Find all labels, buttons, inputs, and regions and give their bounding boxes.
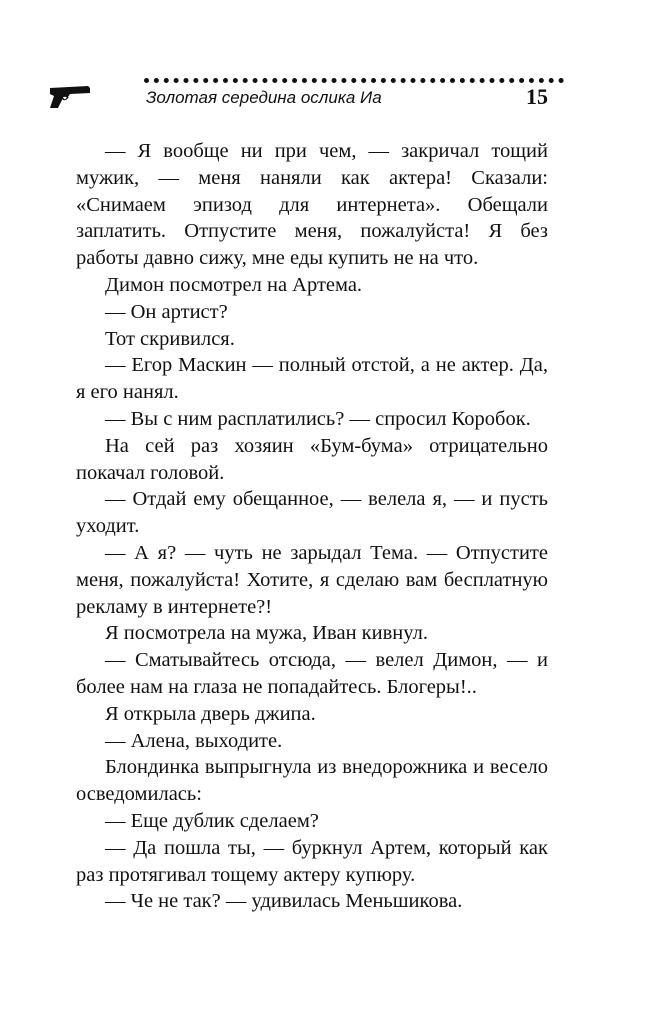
header-dotted-rule: [144, 78, 564, 83]
paragraph: Тот скривился.: [105, 327, 235, 350]
paragraph: Димон посмотрел на Артема.: [105, 273, 363, 296]
paragraph: — Да пошла ты, — буркнул Артем, который как раз протягивал тощему актеру купюру.: [76, 836, 548, 886]
paragraph: — Егор Маскин — полный отстой, а не актер. Да, я его нанял.: [76, 354, 548, 404]
body-text: [76, 138, 548, 915]
pistol-icon: [48, 84, 92, 110]
paragraph: — Отдай ему обещанное, — велела я, — и пусть уходит.: [76, 488, 548, 538]
paragraph: — Он артист?: [105, 300, 228, 323]
page-header: [48, 76, 558, 116]
paragraph: Я открыла дверь джипа.: [105, 702, 316, 725]
page-number: 15: [526, 84, 548, 109]
paragraph: Блондинка выпрыгнула из внедорожника и весело осведомилась:: [76, 756, 548, 806]
paragraph: Я посмотрела на мужа, Иван кивнул.: [105, 622, 428, 645]
paragraph: — А я? — чуть не зарыдал Тема. — Отпустите меня, пожалуйста! Хотите, я сделаю вам бесплатную рекламу в интернете?!: [76, 541, 548, 618]
paragraph: На сей раз хозяин «Бум-бума» отрицательно покачал головой.: [76, 434, 548, 484]
paragraph: — Че не так? — удивилась Меньшикова.: [105, 890, 463, 913]
running-title: Золотая середина ослика Иа: [146, 88, 382, 107]
paragraph: — Еще дублик сделаем?: [105, 809, 319, 832]
paragraph: — Вы с ним расплатились? — спросил Коробок.: [105, 407, 531, 430]
paragraph: — Алена, выходите.: [105, 729, 283, 752]
paragraph: — Сматывайтесь отсюда, — велел Димон, — и более нам на глаза не попадайтесь. Блогеры!..: [76, 649, 548, 698]
paragraph: — Я вообще ни при чем, — закричал тощий мужик, — меня наняли как актера! Сказали: «Снимаем эпизод для интернета». Обещали заплатить. Отпустите меня, пожалуйста! Я без работы давно сижу, мне еды купить не на что.: [76, 140, 548, 270]
